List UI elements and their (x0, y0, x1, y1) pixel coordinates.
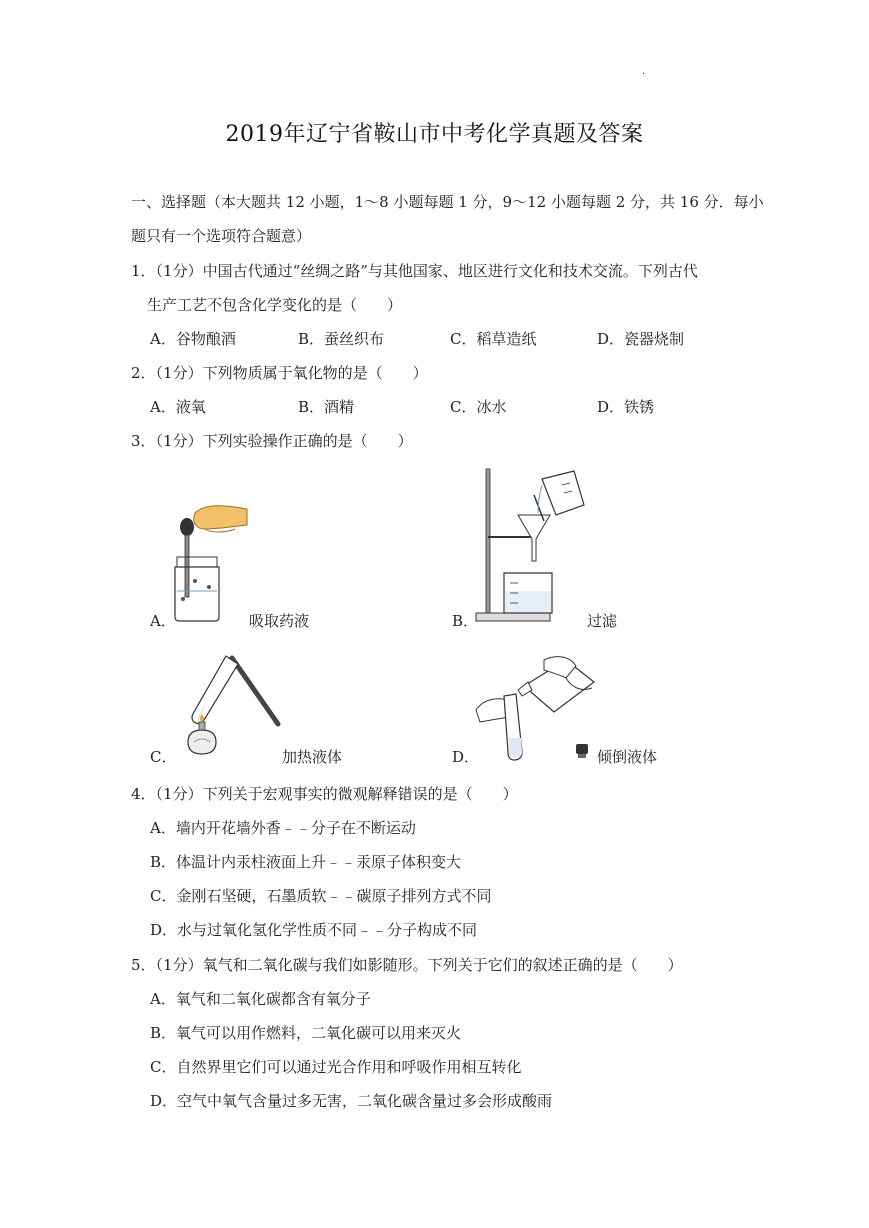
q4-stem: 4．（1分）下列关于宏观事实的微观解释错误的是（ ） (131, 785, 518, 803)
q2-stem: 2．（1分）下列物质属于氧化物的是（ ） (131, 364, 428, 382)
q5-option-b: B．氧气可以用作燃料，二氧化碳可以用来灭火 (150, 1024, 462, 1042)
q3-option-b-letter: B． (452, 612, 479, 630)
page-title: 2019年辽宁省鞍山市中考化学真题及答案 (225, 122, 644, 147)
q2-option-b: B．酒精 (298, 398, 355, 416)
q4-option-a: A．墙内开花墙外香﹣﹣分子在不断运动 (150, 819, 416, 837)
q3-option-d-caption: 倾倒液体 (597, 748, 658, 766)
q4-option-d: D．水与过氧化氢化学性质不同﹣﹣分子构成不同 (150, 921, 478, 939)
filtration-illustration (472, 465, 587, 625)
q5-option-d: D．空气中氧气含量过多无害，二氧化碳含量过多会形成酸雨 (150, 1092, 553, 1110)
heating-liquid-illustration (170, 650, 285, 760)
q3-option-b-caption: 过滤 (587, 612, 618, 630)
q2-option-d: D．铁锈 (597, 398, 655, 416)
q2-option-a: A．液氧 (150, 398, 206, 416)
q3-stem: 3．（1分）下列实验操作正确的是（ ） (131, 432, 413, 450)
header-dot: . (642, 66, 646, 77)
q1-stem-line1: 1．（1分）中国古代通过“丝绸之路”与其他国家、地区进行文化和技术交流。下列古代 (131, 262, 698, 280)
section-heading-line1: 一、选择题（本大题共 12 小题，1～8 小题每题 1 分，9～12 小题每题 2 分，共 16 分．每小 (131, 193, 764, 211)
q1-option-d: D．瓷器烧制 (597, 330, 685, 348)
section-heading-line2: 题只有一个选项符合题意） (131, 227, 312, 245)
q4-option-b: B．体温计内汞柱液面上升﹣﹣汞原子体积变大 (150, 853, 462, 871)
q4-option-c: C．金刚石坚硬，石墨质软﹣﹣碳原子排列方式不同 (150, 887, 492, 905)
q3-option-d-letter: D． (452, 748, 480, 766)
q3-option-c-caption: 加热液体 (282, 748, 343, 766)
q1-stem-line2: 生产工艺不包含化学变化的是（ ） (147, 296, 403, 314)
q1-option-c: C．稻草造纸 (450, 330, 537, 348)
pouring-liquid-illustration (470, 652, 600, 764)
q5-option-a: A．氧气和二氧化碳都含有氧分子 (150, 990, 371, 1008)
q3-option-a-caption: 吸取药液 (249, 612, 310, 630)
q2-option-c: C．冰水 (450, 398, 507, 416)
q5-stem: 5．（1分）氧气和二氧化碳与我们如影随形。下列关于它们的叙述正确的是（ ） (131, 956, 683, 974)
q3-option-a-letter: A． (150, 612, 176, 630)
q1-option-b: B．蚕丝织布 (298, 330, 385, 348)
q1-option-a: A．谷物酿酒 (150, 330, 236, 348)
dropper-bottle-illustration (165, 495, 255, 625)
q5-option-c: C．自然界里它们可以通过光合作用和呼吸作用相互转化 (150, 1058, 522, 1076)
q3-option-c-letter: C． (150, 748, 177, 766)
